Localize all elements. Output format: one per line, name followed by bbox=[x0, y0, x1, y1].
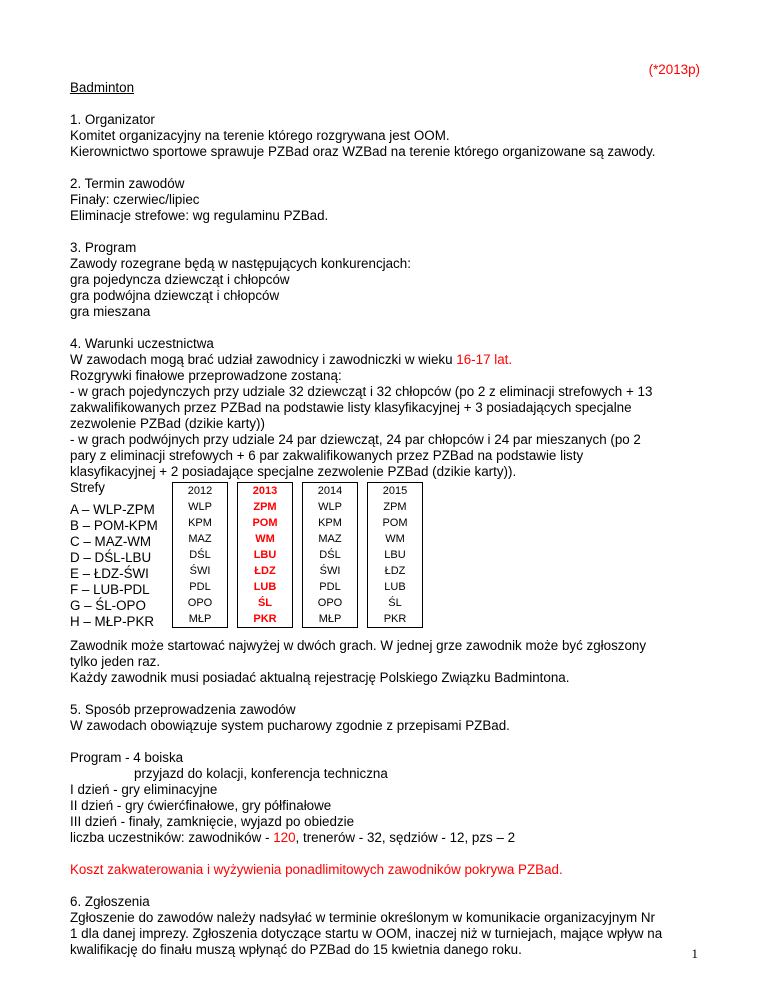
zone-item: C – MAZ-WM bbox=[70, 534, 152, 549]
column-gap bbox=[358, 579, 368, 595]
age-value: 16-17 lat. bbox=[456, 352, 513, 367]
section-4-line: zezwolenie PZBad (dzikie karty)) bbox=[70, 416, 265, 431]
column-gap bbox=[358, 595, 368, 611]
column-gap bbox=[293, 547, 303, 563]
section-1-line: Komitet organizacyjny na terenie którego rozgrywana jest OOM. bbox=[70, 128, 450, 143]
table-cell: PDL bbox=[173, 579, 228, 595]
zone-rotation-table bbox=[172, 482, 423, 628]
section-1-heading: 1. Organizator bbox=[70, 112, 155, 127]
column-gap bbox=[228, 483, 238, 500]
table-cell: DŚL bbox=[173, 547, 228, 563]
column-gap bbox=[293, 595, 303, 611]
section-4-line: - w grach podwójnych przy udziale 24 par dziewcząt, 24 par chłopców i 24 par mieszanych (po 2 bbox=[70, 432, 641, 447]
table-cell: MŁP bbox=[303, 611, 358, 628]
column-gap bbox=[228, 579, 238, 595]
zones-block bbox=[70, 480, 710, 638]
table-cell: MŁP bbox=[173, 611, 228, 628]
table-cell: LUB bbox=[368, 579, 423, 595]
table-cell: ŁDZ bbox=[368, 563, 423, 579]
program-arrival: przyjazd do kolacji, konferencja techniczna bbox=[134, 766, 388, 781]
zone-item: F – LUB-PDL bbox=[70, 582, 150, 597]
zone-item: H – MŁP-PKR bbox=[70, 614, 155, 629]
table-cell: PDL bbox=[303, 579, 358, 595]
column-gap bbox=[228, 563, 238, 579]
column-gap bbox=[228, 595, 238, 611]
column-gap bbox=[293, 483, 303, 500]
table-cell: OPO bbox=[173, 595, 228, 611]
table-cell: LUB bbox=[238, 579, 293, 595]
section-3-line: Zawody rozegrane będą w następujących konkurencjach: bbox=[70, 256, 411, 271]
section-4-line: klasyfikacyjnej + 2 posiadające specjalne zezwolenie PZBad (dzikie karty)). bbox=[70, 464, 517, 479]
section-4-line: zakwalifikowanych przez PZBad na podstawie listy klasyfikacyjnej + 3 posiadających specjalne bbox=[70, 400, 632, 415]
section-6-line: 1 dla danej imprezy. Zgłoszenia dotyczące startu w OOM, inaczej niż w turniejach, mające wpływ na bbox=[70, 926, 663, 941]
column-gap bbox=[293, 531, 303, 547]
program-day: II dzień - gry ćwierćfinałowe, gry półfinałowe bbox=[70, 798, 332, 813]
table-row bbox=[173, 595, 423, 611]
zone-item: D – DŚL-LBU bbox=[70, 550, 152, 565]
table-cell: PKR bbox=[238, 611, 293, 628]
table-cell: WM bbox=[368, 531, 423, 547]
column-gap bbox=[358, 547, 368, 563]
table-cell: PKR bbox=[368, 611, 423, 628]
section-2-line: Finały: czerwiec/lipiec bbox=[70, 192, 200, 207]
section-4-heading: 4. Warunki uczestnictwa bbox=[70, 336, 214, 351]
participants-line bbox=[70, 830, 710, 846]
section-4-line: Rozgrywki finałowe przeprowadzone zostaną: bbox=[70, 368, 342, 383]
table-cell: KPM bbox=[303, 515, 358, 531]
participants-rest: , trenerów - 32, sędziów - 12, pzs – 2 bbox=[295, 830, 516, 845]
table-cell: ŁDZ bbox=[238, 563, 293, 579]
section-6-line: Zgłoszenie do zawodów należy nadsyłać w terminie określonym w komunikacie organizacyjnym Nr bbox=[70, 910, 655, 925]
zone-item: G – ŚL-OPO bbox=[70, 598, 146, 613]
year-tag: (*2013p) bbox=[648, 62, 700, 77]
page-number: 1 bbox=[691, 946, 698, 961]
column-gap bbox=[358, 531, 368, 547]
column-gap bbox=[293, 611, 303, 628]
zones-list bbox=[70, 502, 158, 630]
column-gap bbox=[293, 499, 303, 515]
year-header-cell: 2013 bbox=[238, 483, 293, 500]
section-1-line: Kierownictwo sportowe sprawuje PZBad oraz WZBad na terenie którego organizowane są zawody. bbox=[70, 144, 656, 159]
column-gap bbox=[358, 611, 368, 628]
table-cell: MAZ bbox=[303, 531, 358, 547]
section-2-heading: 2. Termin zawodów bbox=[70, 176, 185, 191]
column-gap bbox=[228, 515, 238, 531]
column-gap bbox=[228, 531, 238, 547]
section-3-line: gra pojedyncza dziewcząt i chłopców bbox=[70, 272, 290, 287]
table-row bbox=[173, 563, 423, 579]
zones-label: Strefy bbox=[70, 480, 105, 495]
year-header-cell: 2014 bbox=[303, 483, 358, 500]
table-cell: OPO bbox=[303, 595, 358, 611]
table-cell: DŚL bbox=[303, 547, 358, 563]
section-6-heading: 6. Zgłoszenia bbox=[70, 894, 150, 909]
column-gap bbox=[228, 611, 238, 628]
section-3-line: gra podwójna dziewcząt i chłopców bbox=[70, 288, 280, 303]
column-gap bbox=[358, 499, 368, 515]
column-gap bbox=[358, 483, 368, 500]
column-gap bbox=[293, 563, 303, 579]
section-4-after-line: Każdy zawodnik musi posiadać aktualną rejestrację Polskiego Związku Badmintona. bbox=[70, 670, 570, 685]
section-6-line: kwalifikację do finału muszą wpłynąć do PZBad do 15 kwietnia danego roku. bbox=[70, 942, 522, 957]
table-cell: ŚL bbox=[238, 595, 293, 611]
document-body bbox=[70, 80, 710, 958]
age-line bbox=[70, 352, 710, 368]
column-gap bbox=[358, 563, 368, 579]
column-gap bbox=[293, 515, 303, 531]
zone-item: B – POM-KPM bbox=[70, 518, 158, 533]
table-cell: WLP bbox=[303, 499, 358, 515]
age-text: W zawodach mogą brać udział zawodnicy i zawodniczki w wieku bbox=[70, 352, 457, 367]
table-row bbox=[173, 499, 423, 515]
section-2-line: Eliminacje strefowe: wg regulaminu PZBad. bbox=[70, 208, 329, 223]
zone-item: E – ŁDZ-ŚWI bbox=[70, 566, 149, 581]
table-cell: KPM bbox=[173, 515, 228, 531]
program-title: Program - 4 boiska bbox=[70, 750, 184, 765]
table-cell: MAZ bbox=[173, 531, 228, 547]
column-gap bbox=[228, 547, 238, 563]
table-row bbox=[173, 611, 423, 628]
participants-count: 120 bbox=[273, 830, 296, 845]
table-cell: LBU bbox=[238, 547, 293, 563]
program-day: I dzień - gry eliminacyjne bbox=[70, 782, 218, 797]
table-cell: POM bbox=[368, 515, 423, 531]
column-gap bbox=[228, 499, 238, 515]
table-cell: WLP bbox=[173, 499, 228, 515]
document-title: Badminton bbox=[70, 80, 135, 95]
year-header-cell: 2012 bbox=[173, 483, 228, 500]
table-cell: LBU bbox=[368, 547, 423, 563]
table-cell: ZPM bbox=[238, 499, 293, 515]
cost-note: Koszt zakwaterowania i wyżywienia ponadlimitowych zawodników pokrywa PZBad. bbox=[70, 862, 563, 877]
table-cell: ŚWI bbox=[173, 563, 228, 579]
table-row bbox=[173, 547, 423, 563]
section-3-heading: 3. Program bbox=[70, 240, 137, 255]
column-gap bbox=[293, 579, 303, 595]
section-4-line: pary z eliminacji strefowych + 6 par zakwalifikowanych przez PZBad na podstawie listy bbox=[70, 448, 584, 463]
table-row bbox=[173, 531, 423, 547]
section-4-after-line: Zawodnik może startować najwyżej w dwóch grach. W jednej grze zawodnik może być zgłoszony bbox=[70, 638, 647, 653]
section-3-line: gra mieszana bbox=[70, 304, 151, 319]
section-5-line: W zawodach obowiązuje system pucharowy zgodnie z przepisami PZBad. bbox=[70, 718, 510, 733]
table-cell: ŚWI bbox=[303, 563, 358, 579]
table-cell: ZPM bbox=[368, 499, 423, 515]
year-header-cell: 2015 bbox=[368, 483, 423, 500]
table-cell: WM bbox=[238, 531, 293, 547]
table-row bbox=[173, 515, 423, 531]
participants-text: liczba uczestników: zawodników - bbox=[70, 830, 274, 845]
table-row bbox=[173, 579, 423, 595]
zone-item: A – WLP-ZPM bbox=[70, 502, 155, 517]
table-cell: POM bbox=[238, 515, 293, 531]
column-gap bbox=[358, 515, 368, 531]
program-day: III dzień - finały, zamknięcie, wyjazd po obiedzie bbox=[70, 814, 355, 829]
section-5-heading: 5. Sposób przeprowadzenia zawodów bbox=[70, 702, 296, 717]
section-4-line: - w grach pojedynczych przy udziale 32 dziewcząt i 32 chłopców (po 2 z eliminacji strefowych + 13 bbox=[70, 384, 653, 399]
table-header-row bbox=[173, 483, 423, 500]
table-cell: ŚL bbox=[368, 595, 423, 611]
section-4-after-line: tylko jeden raz. bbox=[70, 654, 161, 669]
